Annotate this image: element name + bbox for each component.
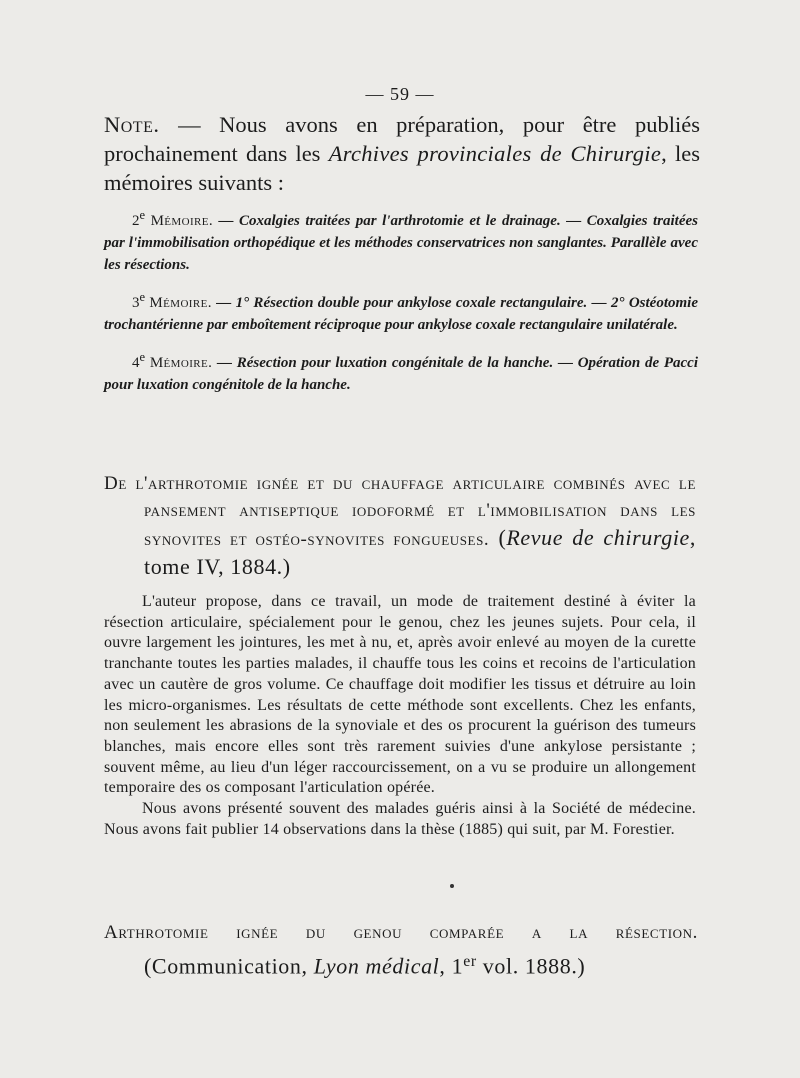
memoir-number: 2: [132, 213, 140, 229]
note-text-1: Nous avons en préparation, pour être publiés prochainement dans les: [104, 112, 700, 166]
memoir-item: [104, 204, 698, 276]
entry-1-journal: Revue de chirurgie: [506, 525, 690, 550]
note-dash: —: [159, 112, 220, 137]
memoir-label: Mémoire.: [149, 355, 213, 371]
print-speck: [450, 884, 454, 888]
memoir-number: 3: [132, 295, 140, 311]
memoir-text: — 1° Résection double pour ankylose coxale rectangulaire. — 2° Ostéotomie trochantérienne par emboîtement réciproque pour ankylose coxale rectangulaire unilatérale.: [104, 295, 698, 333]
note-paragraph: [104, 110, 700, 197]
note-lead: Note.: [104, 112, 160, 137]
memoir-number-suffix: e: [139, 290, 146, 304]
entry-2-ref-sup: er: [463, 953, 477, 970]
memoir-number: 4: [132, 355, 140, 371]
bibliography-entry-2: [104, 918, 698, 982]
note-text-2: , les mémoires suivants :: [104, 141, 700, 195]
memoir-text: — Résection pour luxation congénitale de la hanche. — Opération de Pacci pour luxation congénitole de la hanche.: [104, 355, 698, 393]
memoir-list: [104, 204, 698, 406]
entry-1-ref-open: (: [489, 525, 507, 550]
entry-2-journal: Lyon médical: [313, 953, 440, 979]
memoir-label: Mémoire.: [150, 213, 214, 229]
entry-1-title-text: De l'arthrotomie ignée et du chauffage articulaire combinés avec le pansement antiseptique iodoformé et l'immobilisation dans les synovites et ostéo-synovites fongueuses.: [104, 473, 696, 550]
summary-paragraph-2: Nous avons présenté souvent des malades guéris ainsi à la Société de médecine. Nous avons fait publier 14 observations dans la thèse (1885) qui suit, par M. Forestier.: [104, 800, 696, 838]
entry-1-ref-rest: , tome IV, 1884.): [144, 525, 697, 579]
page-number: — 59 —: [365, 84, 435, 104]
summary-paragraph-1: L'auteur propose, dans ce travail, un mode de traitement destiné à éviter la résection articulaire, spécialement pour le genou, chez les jeunes sujets. Pour cela, il ouvre largement les jointures, les met à nu, et, après avoir enlevé au moyen de la curette tranchante toutes les parties malades, il chauffe tous les coins et recoins de l'articulation avec un cautère de gros volume. Ce chauffage doit modifier les tissus et détruire au loin les micro-organismes. Les résultats de cette méthode sont excellents. Chez les enfants, non seulement les abrasions de la synoviale et des os procurent la guérison des tumeurs blanches, mais encore elles sont très rarement suivies d'une ankylose persistante ; souvent même, au lieu d'un léger raccourcissement, on a vu se produire un allongement temporaire des os composant l'articulation opérée.: [104, 593, 696, 797]
note-journal-title: Archives provinciales de Chirurgie: [328, 141, 662, 166]
memoir-label: Mémoire.: [149, 295, 212, 311]
entry-2-title-text: Arthrotomie ignée du genou comparée a la résection.: [104, 922, 698, 943]
memoir-text: — Coxalgies traitées par l'arthrotomie et le drainage. — Coxalgies traitées par l'immobilisation orthopédique et les méthodes conservatrices non sanglantes. Parallèle avec les résections.: [104, 213, 699, 273]
memoir-item: [104, 346, 698, 396]
entry-2-title: [104, 918, 698, 982]
memoir-number-suffix: e: [139, 208, 146, 222]
memoir-number-suffix: e: [139, 350, 146, 364]
entry-1-summary: [104, 592, 696, 840]
entry-1-title: [104, 470, 696, 582]
entry-2-ref-rest: vol. 1888.): [476, 953, 586, 979]
bibliography-entry-1: [104, 470, 696, 582]
entry-2-ref-mid: , 1: [439, 953, 464, 979]
memoir-item: [104, 286, 698, 336]
entry-2-ref-open: (Communication,: [144, 953, 314, 979]
